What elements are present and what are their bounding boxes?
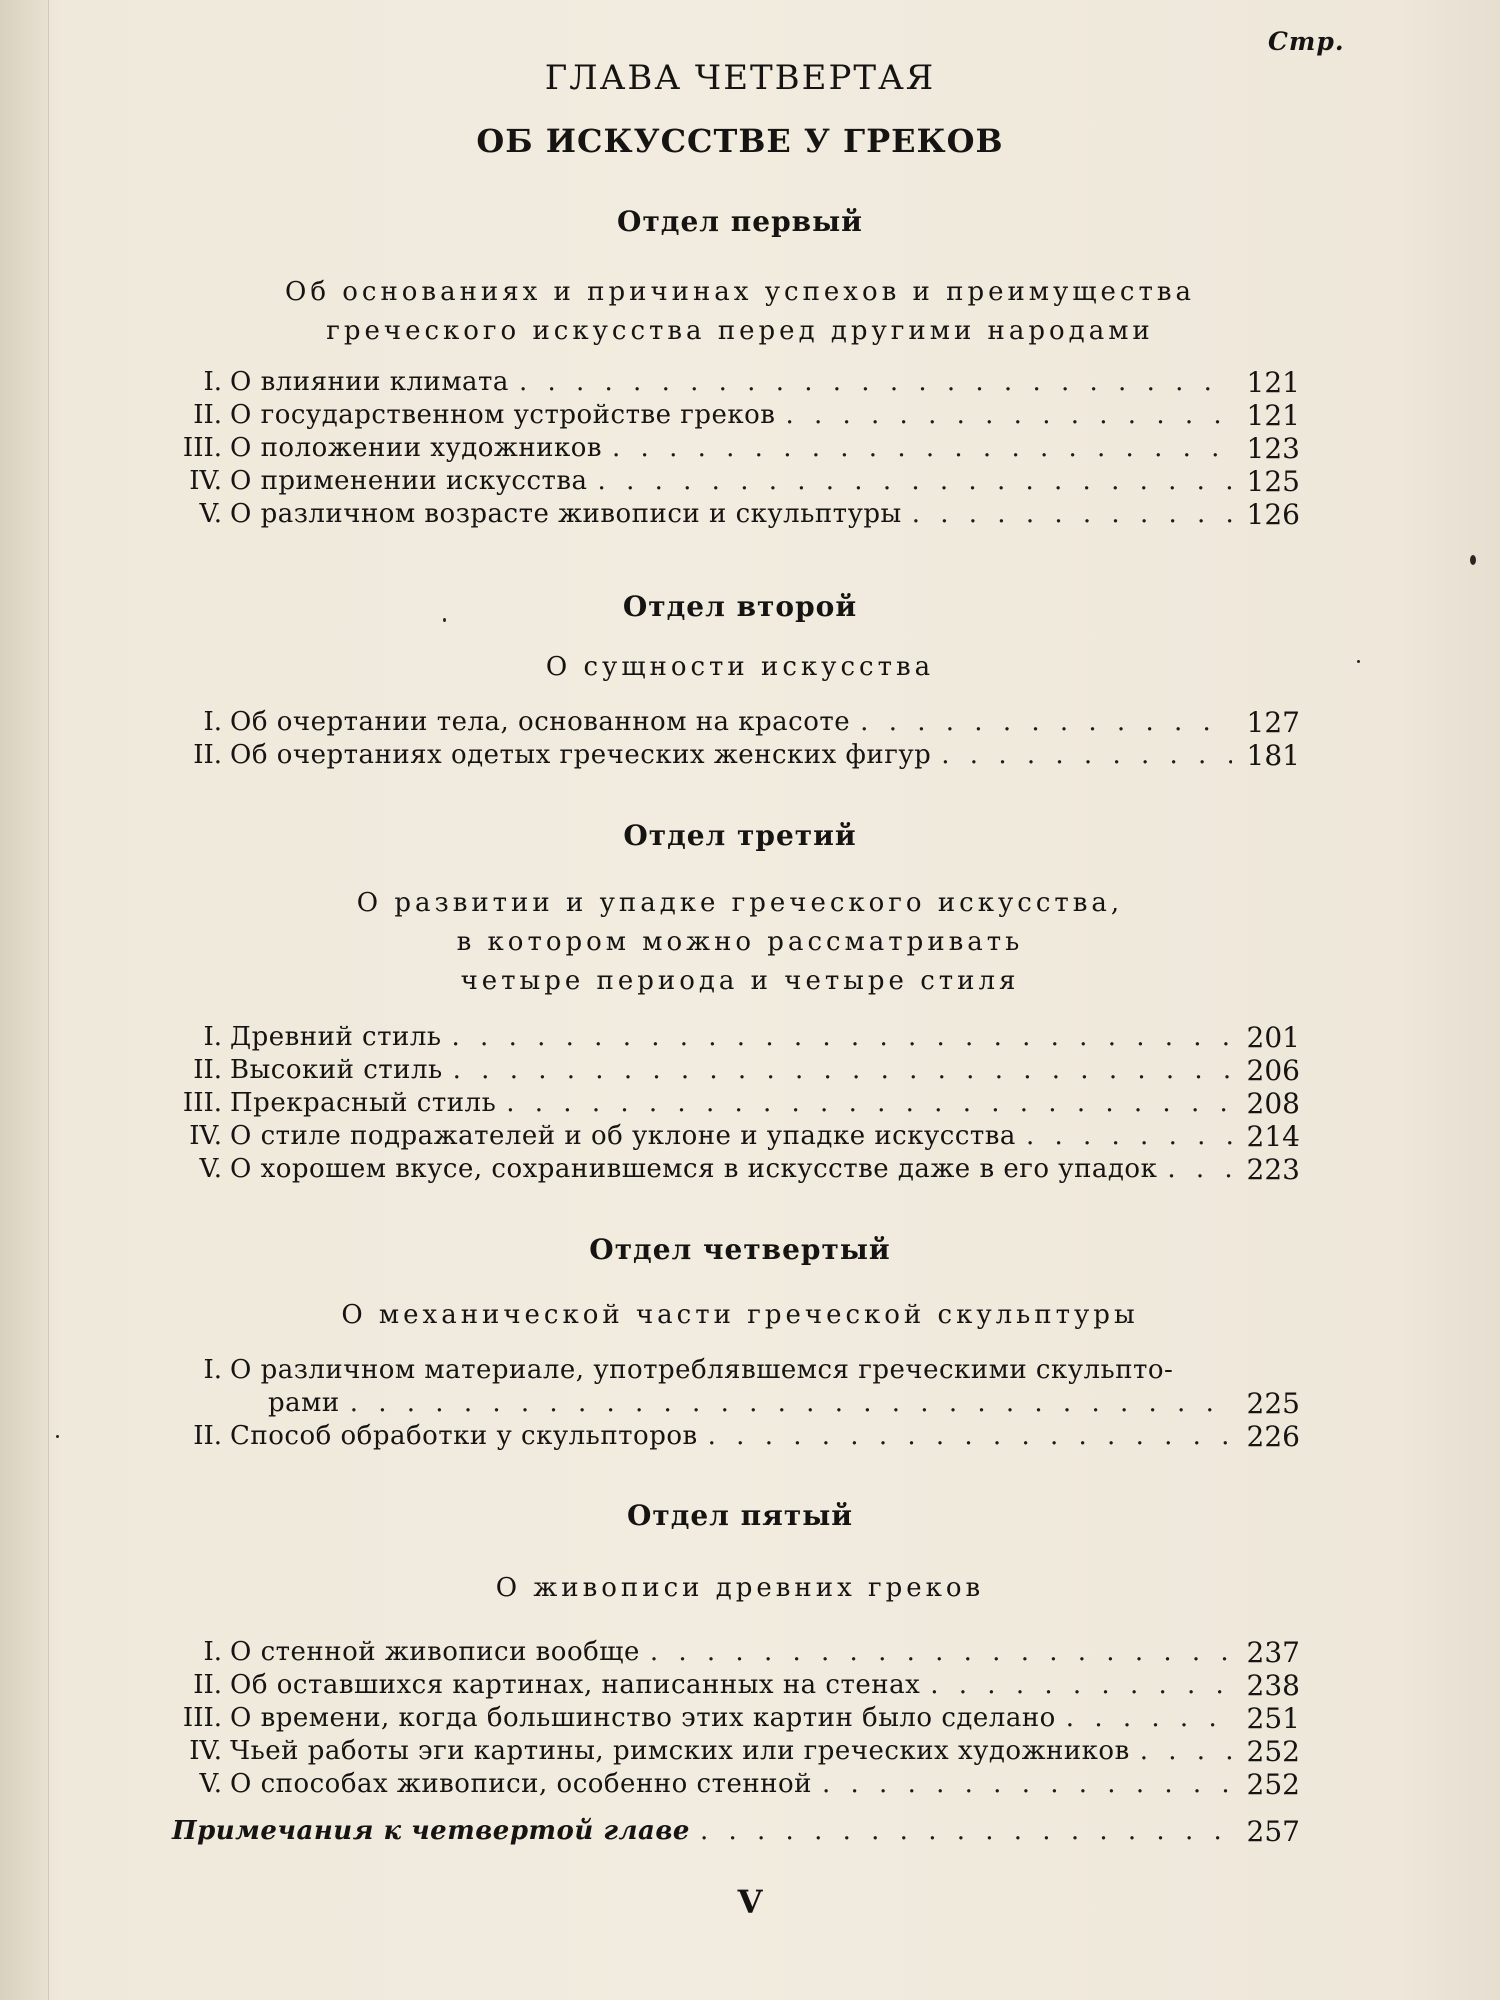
entry-title: Чьей работы эги картины, римских или греческих художников [230, 1736, 1130, 1766]
section-heading-1: Отдел первый [617, 205, 863, 238]
entry-title: О стиле подражателей и об уклоне и упадке искусства [230, 1121, 1016, 1151]
entry-page-number: 206 [1246, 1054, 1300, 1087]
toc-list-section-4 [160, 1354, 1300, 1453]
entry-page-number: 226 [1246, 1420, 1300, 1453]
toc-list-section-2 [160, 706, 1300, 772]
toc-entry[interactable] [160, 1087, 1300, 1120]
leader-dots [912, 498, 1232, 531]
entry-number: II. [193, 400, 222, 430]
entry-title: О применении искусства [230, 466, 588, 496]
entry-page-number: 238 [1246, 1669, 1300, 1702]
entry-title: О государственном устройстве греков [230, 400, 776, 430]
section-subtitle-3 [120, 884, 1360, 1001]
subtitle-line: греческого искусства перед другими народами [326, 316, 1154, 346]
entry-number: I. [203, 707, 222, 737]
toc-entry[interactable] [160, 399, 1300, 432]
entry-title-continuation: рами [268, 1388, 340, 1418]
toc-list-section-3 [160, 1021, 1300, 1186]
entry-title: Об очертании тела, основанном на красоте [230, 707, 851, 737]
entry-number: III. [182, 433, 222, 463]
entry-title: О влиянии климата [230, 367, 509, 397]
entry-title: О различном материале, употреблявшемся греческими скульпто- [230, 1355, 1174, 1385]
toc-entry-notes[interactable] [160, 1815, 1300, 1848]
section-subtitle-1 [120, 273, 1360, 351]
entry-number: II. [193, 1670, 222, 1700]
entry-page-number: 127 [1246, 706, 1300, 739]
leader-dots [506, 1087, 1232, 1120]
entry-number: I. [203, 1022, 222, 1052]
paper-speck [1470, 555, 1476, 565]
page-number-roman: V [737, 1883, 763, 1921]
toc-list-section-1 [160, 366, 1300, 531]
section-heading-3: Отдел третий [623, 819, 857, 852]
chapter-heading: ГЛАВА ЧЕТВЕРТАЯ [544, 58, 936, 98]
subtitle-line: четыре периода и четыре стиля [460, 966, 1020, 996]
entry-title: Об оставшихся картинах, написанных на стенах [230, 1670, 921, 1700]
entry-number: I. [203, 1355, 222, 1385]
paper-speck [56, 1435, 59, 1438]
toc-entry[interactable] [160, 1354, 1300, 1387]
entry-page-number: 201 [1246, 1021, 1300, 1054]
entry-page-number: 126 [1246, 498, 1300, 531]
section-subtitle-5 [120, 1569, 1360, 1608]
subtitle-line: О развитии и упадке греческого искусства, [356, 888, 1124, 918]
leader-dots [350, 1387, 1232, 1420]
notes-page-number: 257 [1246, 1815, 1300, 1848]
leader-dots [860, 706, 1232, 739]
entry-title: Высокий стиль [230, 1055, 443, 1085]
toc-entry[interactable] [160, 465, 1300, 498]
entry-title: Прекрасный стиль [230, 1088, 497, 1118]
entry-title: О хорошем вкусе, сохранившемся в искусстве даже в его упадок [230, 1154, 1158, 1184]
entry-number: III. [182, 1703, 222, 1733]
entry-title: О положении художников [230, 433, 603, 463]
entry-page-number: 252 [1246, 1735, 1300, 1768]
leader-dots [785, 399, 1232, 432]
toc-entry[interactable] [160, 1636, 1300, 1669]
toc-entry[interactable] [160, 1054, 1300, 1087]
leader-dots [1026, 1120, 1232, 1153]
toc-entry[interactable] [160, 1768, 1300, 1801]
entry-title: Древний стиль [230, 1022, 442, 1052]
toc-entry[interactable] [160, 1021, 1300, 1054]
entry-page-number: 251 [1246, 1702, 1300, 1735]
entry-number: V. [199, 1769, 222, 1799]
entry-page-number: 123 [1246, 432, 1300, 465]
paper-speck [1357, 660, 1360, 663]
section-heading-5: Отдел пятый [626, 1499, 854, 1532]
leader-dots [453, 1054, 1232, 1087]
entry-number: I. [203, 367, 222, 397]
entry-number: V. [199, 1154, 222, 1184]
toc-entry[interactable] [160, 1420, 1300, 1453]
toc-entry[interactable] [160, 739, 1300, 772]
entry-number: III. [182, 1088, 222, 1118]
entry-page-number: 223 [1246, 1153, 1300, 1186]
entry-number: II. [193, 1421, 222, 1451]
entry-page-number: 121 [1246, 366, 1300, 399]
entry-number: V. [199, 499, 222, 529]
toc-entry[interactable] [160, 1120, 1300, 1153]
entry-title: Об очертаниях одетых греческих женских фигур [230, 740, 932, 770]
entry-page-number: 225 [1246, 1387, 1300, 1420]
subtitle-line: в котором можно рассматривать [456, 927, 1024, 957]
toc-entry-continuation[interactable] [160, 1387, 1300, 1420]
section-heading-4: Отдел четвертый [589, 1233, 891, 1266]
toc-entry[interactable] [160, 1669, 1300, 1702]
section-subtitle-2 [120, 648, 1360, 687]
entry-title: Способ обработки у скульпторов [230, 1421, 698, 1451]
entry-page-number: 252 [1246, 1768, 1300, 1801]
subtitle-line: О сущности искусства [545, 652, 935, 682]
leader-dots [612, 432, 1232, 465]
entry-number: IV. [189, 1736, 222, 1766]
entry-title: О различном возрасте живописи и скульптуры [230, 499, 902, 529]
entry-page-number: 237 [1246, 1636, 1300, 1669]
leader-dots [941, 739, 1232, 772]
page-column-label: Стр. [1268, 27, 1345, 56]
leader-dots [1140, 1735, 1232, 1768]
toc-list-section-5 [160, 1636, 1300, 1801]
leader-dots [1066, 1702, 1232, 1735]
section-subtitle-4 [120, 1296, 1360, 1335]
toc-entry[interactable] [160, 366, 1300, 399]
paper-speck [443, 618, 446, 622]
leader-dots [650, 1636, 1232, 1669]
entry-page-number: 121 [1246, 399, 1300, 432]
leader-dots [452, 1021, 1232, 1054]
entry-page-number: 125 [1246, 465, 1300, 498]
entry-page-number: 181 [1246, 739, 1300, 772]
entry-number: IV. [189, 1121, 222, 1151]
entry-page-number: 208 [1246, 1087, 1300, 1120]
subtitle-line: Об основаниях и причинах успехов и преимущества [285, 277, 1195, 307]
entry-title: О времени, когда большинство этих картин было сделано [230, 1703, 1056, 1733]
notes-title: Примечания к четвертой главе [172, 1816, 690, 1846]
entry-number: I. [203, 1637, 222, 1667]
entry-page-number: 214 [1246, 1120, 1300, 1153]
toc-entry[interactable] [160, 1153, 1300, 1186]
leader-dots [708, 1420, 1232, 1453]
leader-dots [598, 465, 1232, 498]
entry-number: II. [193, 1055, 222, 1085]
entry-title: О стенной живописи вообще [230, 1637, 640, 1667]
entry-title: О способах живописи, особенно стенной [230, 1769, 812, 1799]
subtitle-line: О механической части греческой скульптуры [341, 1300, 1139, 1330]
toc-entry[interactable] [160, 1702, 1300, 1735]
entry-number: II. [193, 740, 222, 770]
chapter-title: ОБ ИСКУССТВЕ У ГРЕКОВ [476, 122, 1004, 160]
toc-entry[interactable] [160, 432, 1300, 465]
page-binding-edge [0, 0, 49, 2000]
toc-entry[interactable] [160, 1735, 1300, 1768]
toc-entry[interactable] [160, 498, 1300, 531]
toc-list-notes [160, 1815, 1300, 1848]
subtitle-line: О живописи древних греков [495, 1573, 985, 1603]
leader-dots [822, 1768, 1232, 1801]
entry-number: IV. [189, 466, 222, 496]
section-heading-2: Отдел второй [622, 590, 858, 623]
leader-dots [519, 366, 1232, 399]
leader-dots [930, 1669, 1232, 1702]
toc-entry[interactable] [160, 706, 1300, 739]
leader-dots [700, 1815, 1232, 1848]
leader-dots [1167, 1153, 1232, 1186]
